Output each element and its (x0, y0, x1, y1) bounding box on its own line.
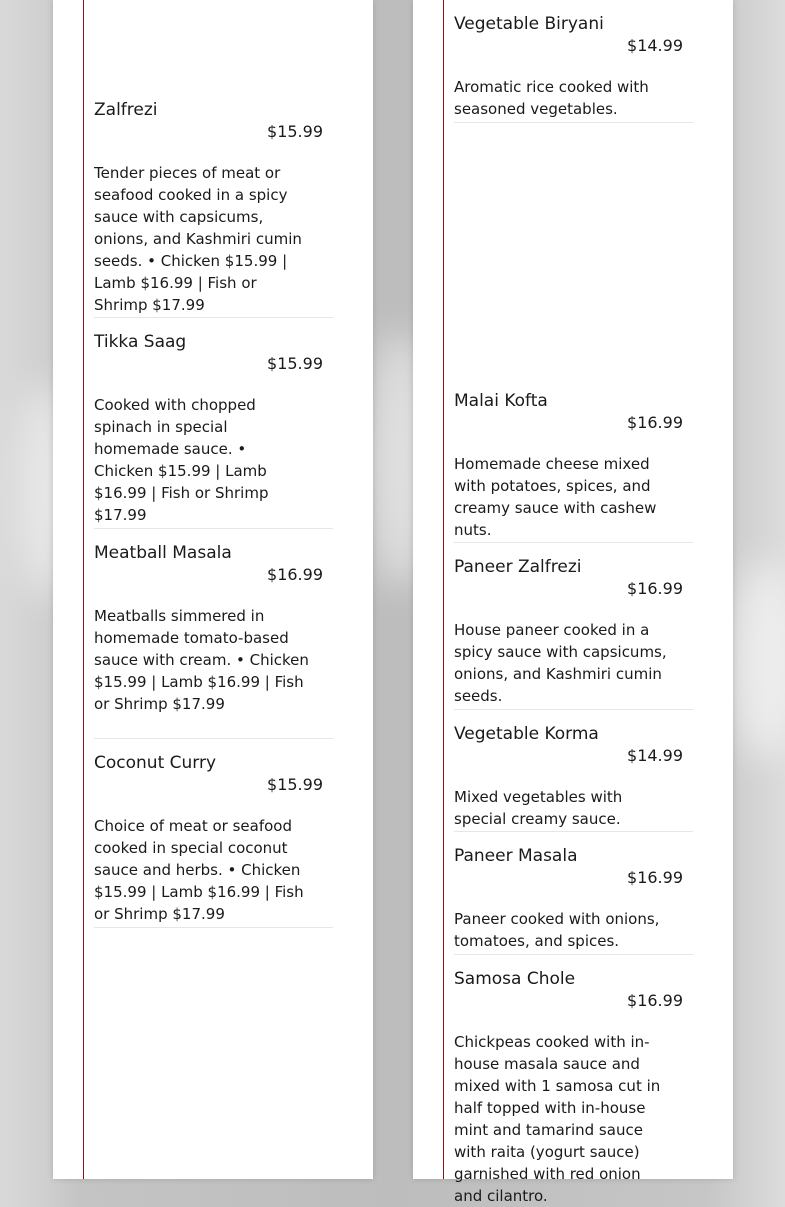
menu-item-name: Paneer Masala (454, 846, 578, 866)
menu-item-description: House paneer cooked in a spicy sauce with capsicums, onions, and Kashmiri cumin seeds. (454, 621, 667, 705)
menu-item-paneer-masala (454, 845, 693, 955)
menu-item-description: Homemade cheese mixed with potatoes, spices, and creamy sauce with cashew nuts. (454, 455, 657, 539)
menu-item-vegetable-korma (454, 723, 693, 832)
menu-item-vegetable-biryani (454, 13, 693, 123)
panel-divider-line (83, 0, 84, 1179)
menu-item-description: Mixed vegetables with special creamy sauce. (454, 788, 623, 828)
menu-item-description: Chickpeas cooked with in-house masala sauce and mixed with 1 samosa cut in half topped with in-house mint and tamarind sauce with raita (yogurt sauce) garnished with red onion and cilantro. (454, 1033, 661, 1205)
menu-item-coconut-curry (94, 752, 333, 928)
menu-item-name: Samosa Chole (454, 969, 576, 989)
menu-item-description: Paneer cooked with onions, tomatoes, and spices. (454, 910, 660, 950)
menu-item-name: Tikka Saag (94, 332, 187, 352)
menu-item-price: $16.99 (627, 413, 683, 432)
menu-item-name: Meatball Masala (94, 543, 232, 563)
menu-item-zalfrezi (94, 99, 333, 318)
menu-item-price: $14.99 (627, 746, 683, 765)
menu-item-description: Tender pieces of meat or seafood cooked in a spicy sauce with capsicums, onions, and Kashmiri cumin seeds. • Chicken $15.99 | Lamb $16.99 | Fish or Shrimp $17.99 (94, 164, 302, 314)
menu-item-tikka-saag (94, 331, 333, 529)
menu-item-malai-kofta (454, 390, 693, 543)
menu-item-name: Zalfrezi (94, 100, 158, 120)
menu-item-price: $16.99 (627, 868, 683, 887)
menu-item-meatball-masala (94, 542, 333, 739)
menu-item-price: $16.99 (627, 991, 683, 1010)
panel-divider-line (443, 0, 444, 1179)
menu-item-name: Vegetable Biryani (454, 14, 604, 34)
menu-panel-left (53, 0, 373, 1179)
menu-item-paneer-zalfrezi (454, 556, 693, 710)
menu-item-price: $16.99 (627, 579, 683, 598)
menu-item-description: Meatballs simmered in homemade tomato-based sauce with cream. • Chicken $15.99 | Lamb $16.99 | Fish or Shrimp $17.99 (94, 607, 309, 713)
menu-item-description: Choice of meat or seafood cooked in special coconut sauce and herbs. • Chicken $15.99 | Lamb $16.99 | Fish or Shrimp $17.99 (94, 817, 304, 923)
menu-item-price: $15.99 (267, 122, 323, 141)
menu-item-price: $15.99 (267, 775, 323, 794)
background-highlight (730, 560, 785, 760)
menu-item-price: $14.99 (627, 36, 683, 55)
menu-item-description: Aromatic rice cooked with seasoned vegetables. (454, 78, 649, 118)
menu-panel-right (413, 0, 733, 1205)
menu-item-price: $16.99 (267, 565, 323, 584)
menu-item-name: Malai Kofta (454, 391, 548, 411)
menu-item-name: Paneer Zalfrezi (454, 557, 582, 577)
menu-item-name: Coconut Curry (94, 753, 217, 773)
menu-item-price: $15.99 (267, 354, 323, 373)
menu-item-description: Cooked with chopped spinach in special homemade sauce. • Chicken $15.99 | Lamb $16.99 | Fish or Shrimp $17.99 (94, 396, 269, 524)
menu-item-name: Vegetable Korma (454, 724, 599, 744)
menu-item-samosa-chole (454, 968, 693, 1205)
